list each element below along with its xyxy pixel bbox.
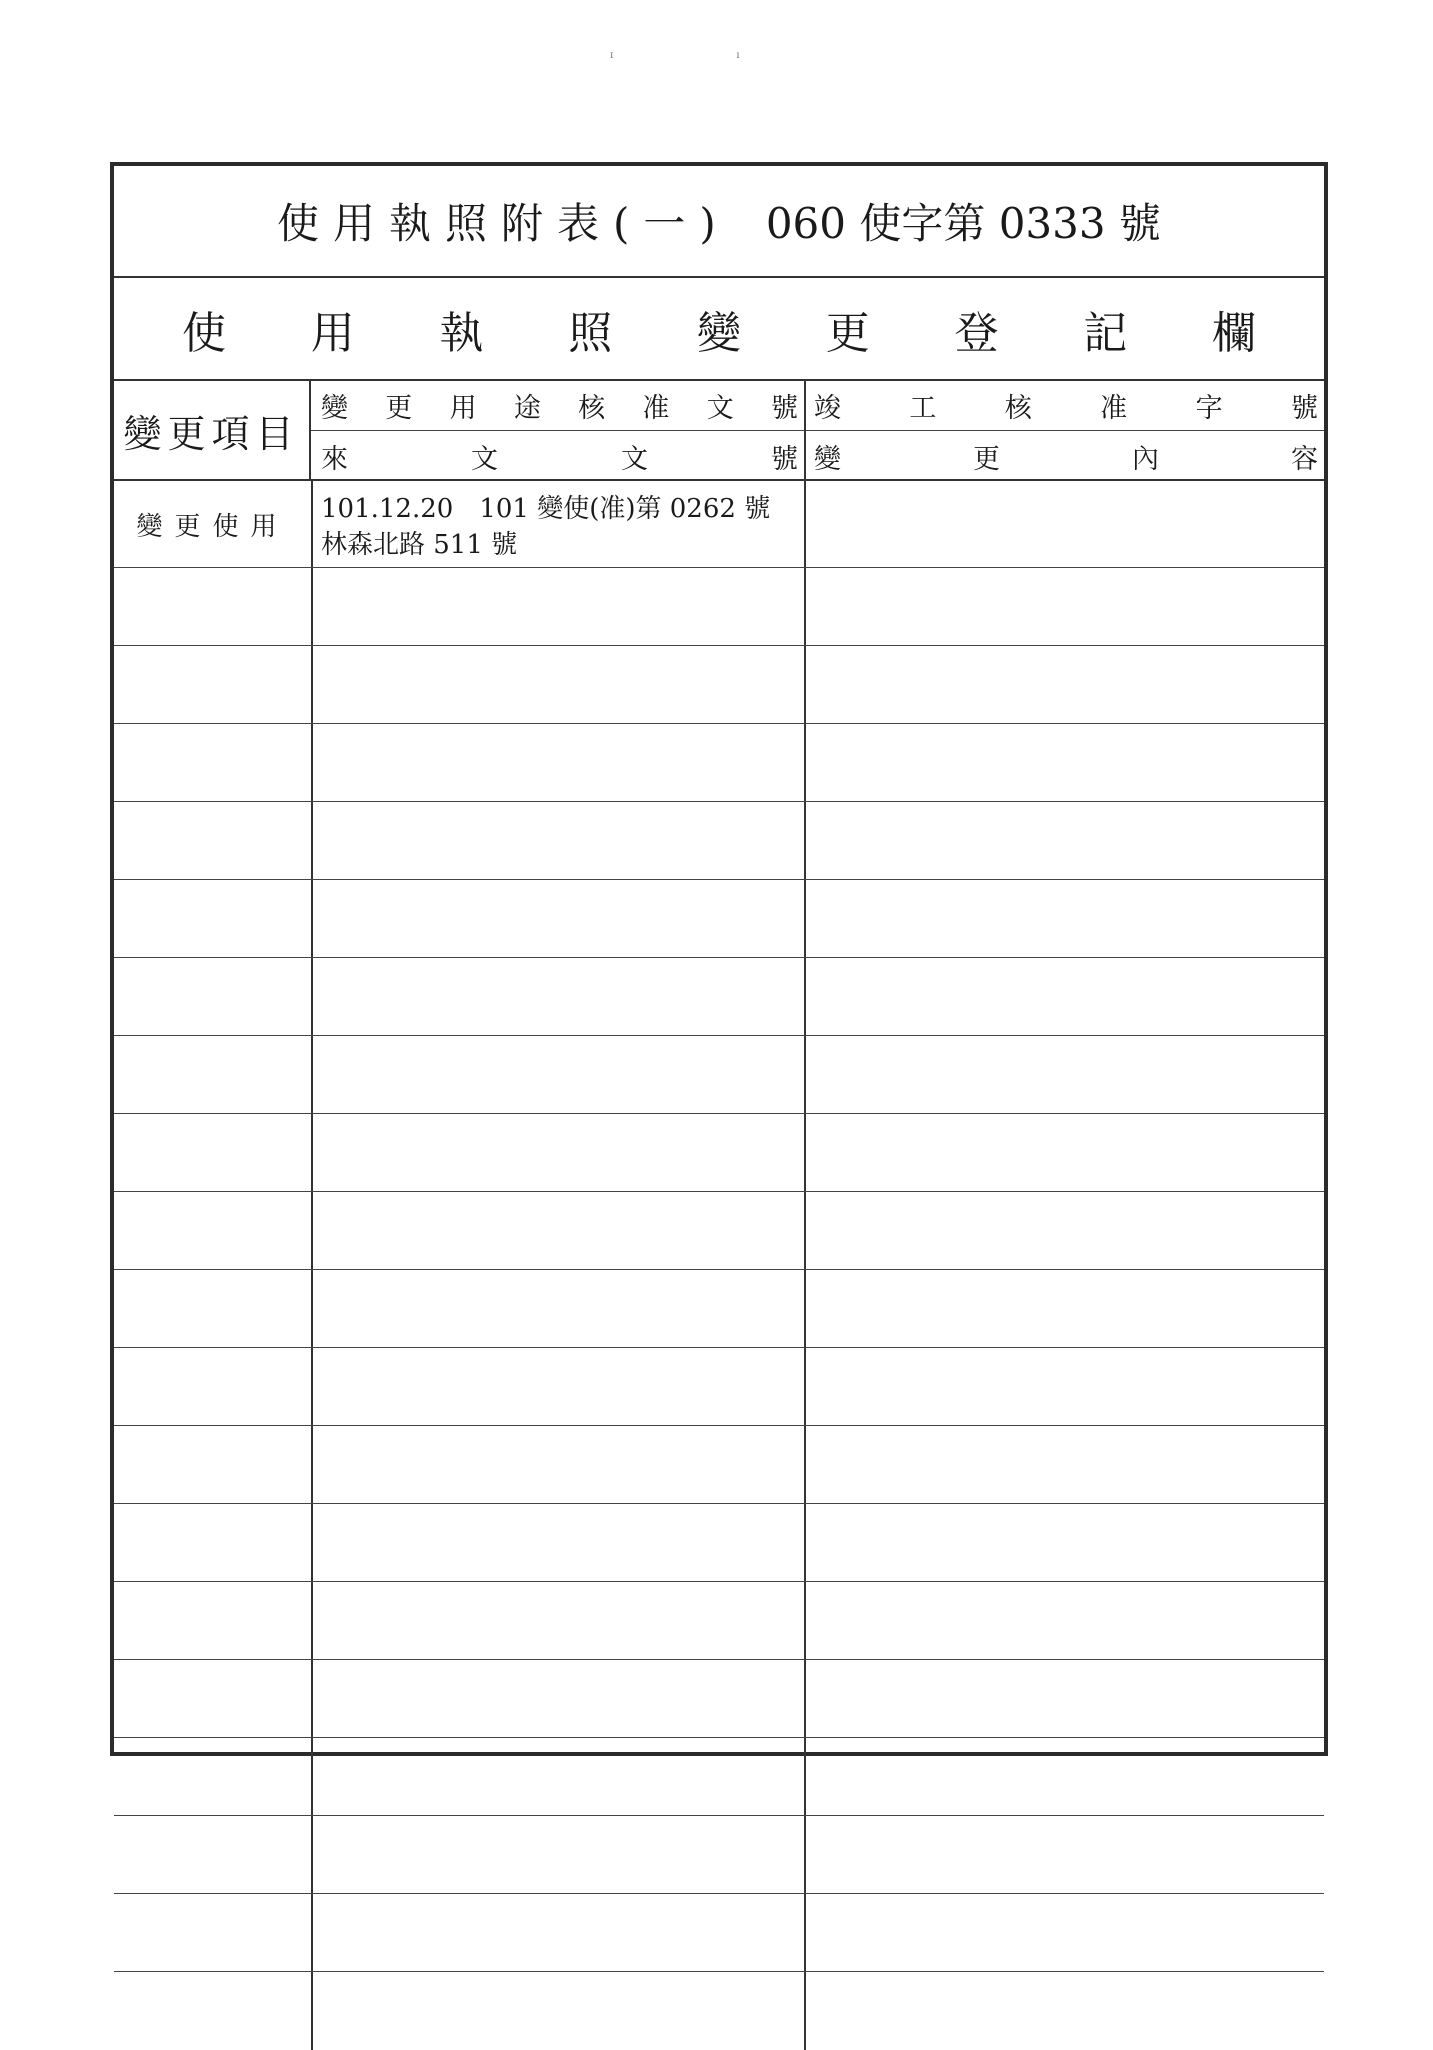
column-divider bbox=[804, 1348, 806, 1425]
column-divider bbox=[804, 880, 806, 957]
header-char: 來 bbox=[321, 443, 348, 475]
header-char: 文 bbox=[621, 443, 648, 475]
column-divider bbox=[311, 1816, 313, 1893]
completion-approval-header bbox=[804, 381, 1324, 431]
title-row bbox=[114, 166, 1324, 278]
approval-doc-cell bbox=[311, 1972, 804, 1992]
header-char: 核 bbox=[1004, 393, 1032, 424]
header-char: 字 bbox=[1195, 393, 1223, 424]
change-item-cell bbox=[114, 1192, 311, 1269]
change-item-header: 變更項目 bbox=[114, 381, 311, 479]
change-item-cell bbox=[114, 1894, 311, 1971]
approval-doc-header bbox=[311, 381, 804, 431]
section-header-char: 照 bbox=[568, 307, 613, 359]
section-header-char: 變 bbox=[697, 307, 741, 359]
table-body bbox=[114, 481, 1324, 1752]
column-divider bbox=[804, 1036, 806, 1113]
column-divider bbox=[804, 1426, 806, 1503]
column-divider bbox=[311, 1660, 313, 1737]
header-char: 准 bbox=[642, 393, 670, 424]
table-row bbox=[114, 1816, 1324, 1894]
header-char: 變 bbox=[321, 393, 348, 424]
header-char: 內 bbox=[1132, 443, 1159, 475]
approval-doc-cell bbox=[311, 1894, 804, 1914]
approval-doc-cell bbox=[311, 1426, 804, 1446]
address-line: 林森北路 511 號 bbox=[321, 530, 518, 560]
column-divider bbox=[311, 646, 313, 723]
section-header-char: 登 bbox=[954, 307, 999, 359]
column-divider bbox=[804, 1192, 806, 1269]
header-char: 准 bbox=[1100, 393, 1128, 424]
column-divider bbox=[311, 1270, 313, 1347]
change-item-cell bbox=[114, 1504, 311, 1581]
table-row bbox=[114, 1738, 1324, 1816]
column-divider bbox=[311, 880, 313, 957]
table-row bbox=[114, 724, 1324, 802]
column-divider bbox=[804, 381, 806, 479]
header-char: 竣 bbox=[814, 393, 841, 424]
change-item-cell bbox=[114, 880, 311, 957]
column-divider bbox=[311, 1504, 313, 1581]
approval-doc-cell bbox=[311, 958, 804, 978]
approval-doc-cell bbox=[311, 1270, 804, 1290]
change-item-cell bbox=[114, 1348, 311, 1425]
approval-doc-cell bbox=[311, 1738, 804, 1758]
column-divider bbox=[311, 481, 313, 567]
column-divider bbox=[311, 958, 313, 1035]
approval-doc-cell bbox=[311, 1114, 804, 1134]
column-divider bbox=[804, 1582, 806, 1659]
change-item-cell bbox=[114, 802, 311, 879]
section-header-char: 使 bbox=[182, 307, 226, 359]
column-divider bbox=[804, 958, 806, 1035]
approval-doc-cell bbox=[311, 481, 804, 573]
table-row bbox=[114, 802, 1324, 880]
page-title: 使用執照附表(一) bbox=[277, 199, 730, 248]
column-divider bbox=[804, 1894, 806, 1971]
section-header-char: 用 bbox=[310, 307, 355, 359]
column-divider bbox=[311, 802, 313, 879]
table-row bbox=[114, 481, 1324, 568]
column-divider bbox=[804, 1738, 806, 1815]
approval-doc-cell bbox=[311, 1192, 804, 1212]
table-row bbox=[114, 1114, 1324, 1192]
approval-doc-line: 101.12.20 101 變使(准)第 0262 號 bbox=[321, 494, 771, 524]
column-divider bbox=[311, 1114, 313, 1191]
approval-doc-cell bbox=[311, 568, 804, 588]
change-item-cell bbox=[114, 1816, 311, 1893]
change-item-cell bbox=[114, 724, 311, 801]
change-item-cell bbox=[114, 1270, 311, 1347]
column-divider bbox=[804, 1972, 806, 2050]
header-char: 號 bbox=[771, 443, 798, 475]
table-row bbox=[114, 1972, 1324, 2050]
column-divider bbox=[311, 724, 313, 801]
column-divider bbox=[804, 646, 806, 723]
table-row bbox=[114, 1582, 1324, 1660]
column-header bbox=[114, 381, 1324, 481]
column-divider bbox=[804, 802, 806, 879]
table-row bbox=[114, 1894, 1324, 1972]
header-char: 號 bbox=[770, 393, 798, 424]
approval-doc-cell bbox=[311, 1036, 804, 1056]
change-item-cell bbox=[114, 1660, 311, 1737]
column-divider bbox=[804, 724, 806, 801]
approval-doc-cell bbox=[311, 724, 804, 744]
header-char: 更 bbox=[973, 443, 1000, 475]
column-divider bbox=[804, 1660, 806, 1737]
column-divider bbox=[311, 1582, 313, 1659]
header-char: 更 bbox=[385, 393, 413, 424]
column-divider bbox=[804, 481, 806, 567]
change-item-cell bbox=[114, 1972, 311, 2050]
table-row bbox=[114, 1348, 1324, 1426]
approval-doc-cell bbox=[311, 802, 804, 822]
approval-doc-cell bbox=[311, 1582, 804, 1602]
column-divider bbox=[311, 568, 313, 645]
approval-doc-cell bbox=[311, 1660, 804, 1680]
section-header-char: 欄 bbox=[1212, 307, 1256, 359]
table-row bbox=[114, 1660, 1324, 1738]
header-char: 用 bbox=[449, 393, 477, 424]
column-divider bbox=[311, 1894, 313, 1971]
column-divider bbox=[311, 1348, 313, 1425]
table-row bbox=[114, 646, 1324, 724]
header-char: 核 bbox=[578, 393, 606, 424]
scan-marks: ɪ ı bbox=[610, 50, 800, 61]
section-header-text bbox=[182, 278, 1256, 379]
license-number: 060 使字第 0333 號 bbox=[765, 199, 1161, 248]
license-annex-table bbox=[110, 162, 1328, 1756]
approval-doc-cell bbox=[311, 646, 804, 666]
column-divider bbox=[804, 1504, 806, 1581]
change-item-cell: 變更使用 bbox=[136, 511, 289, 542]
change-content-header bbox=[804, 431, 1324, 481]
approval-doc-cell bbox=[311, 1348, 804, 1368]
change-item-cell bbox=[114, 958, 311, 1035]
incoming-doc-header bbox=[311, 431, 804, 481]
table-row bbox=[114, 1192, 1324, 1270]
column-divider bbox=[804, 568, 806, 645]
table-row bbox=[114, 1426, 1324, 1504]
section-header-char: 更 bbox=[825, 307, 870, 359]
table-row bbox=[114, 1504, 1324, 1582]
change-item-cell bbox=[114, 568, 311, 645]
change-item-cell bbox=[114, 1036, 311, 1113]
header-char: 容 bbox=[1291, 443, 1318, 475]
section-header-char: 執 bbox=[439, 307, 484, 359]
approval-doc-cell bbox=[311, 880, 804, 900]
table-row bbox=[114, 880, 1324, 958]
table-row bbox=[114, 568, 1324, 646]
header-char: 工 bbox=[909, 393, 937, 424]
section-header bbox=[114, 278, 1324, 381]
table-row bbox=[114, 958, 1324, 1036]
change-item-cell bbox=[114, 1738, 311, 1815]
column-divider bbox=[311, 1738, 313, 1815]
header-char: 變 bbox=[814, 443, 841, 475]
approval-doc-cell bbox=[311, 1504, 804, 1524]
change-item-cell bbox=[114, 1582, 311, 1659]
header-char: 途 bbox=[513, 393, 541, 424]
header-char: 文 bbox=[706, 393, 734, 424]
change-item-cell bbox=[114, 1426, 311, 1503]
table-row bbox=[114, 1036, 1324, 1114]
section-header-char: 記 bbox=[1083, 307, 1128, 359]
header-char: 文 bbox=[471, 443, 498, 475]
column-divider bbox=[804, 1114, 806, 1191]
column-divider bbox=[804, 1816, 806, 1893]
approval-doc-cell bbox=[311, 1816, 804, 1836]
change-item-cell bbox=[114, 646, 311, 723]
column-divider bbox=[804, 1270, 806, 1347]
header-char: 號 bbox=[1290, 393, 1318, 424]
column-divider bbox=[311, 1426, 313, 1503]
column-divider bbox=[311, 1192, 313, 1269]
column-divider bbox=[311, 1972, 313, 2050]
table-row bbox=[114, 1270, 1324, 1348]
column-divider bbox=[311, 1036, 313, 1113]
change-item-cell bbox=[114, 1114, 311, 1191]
